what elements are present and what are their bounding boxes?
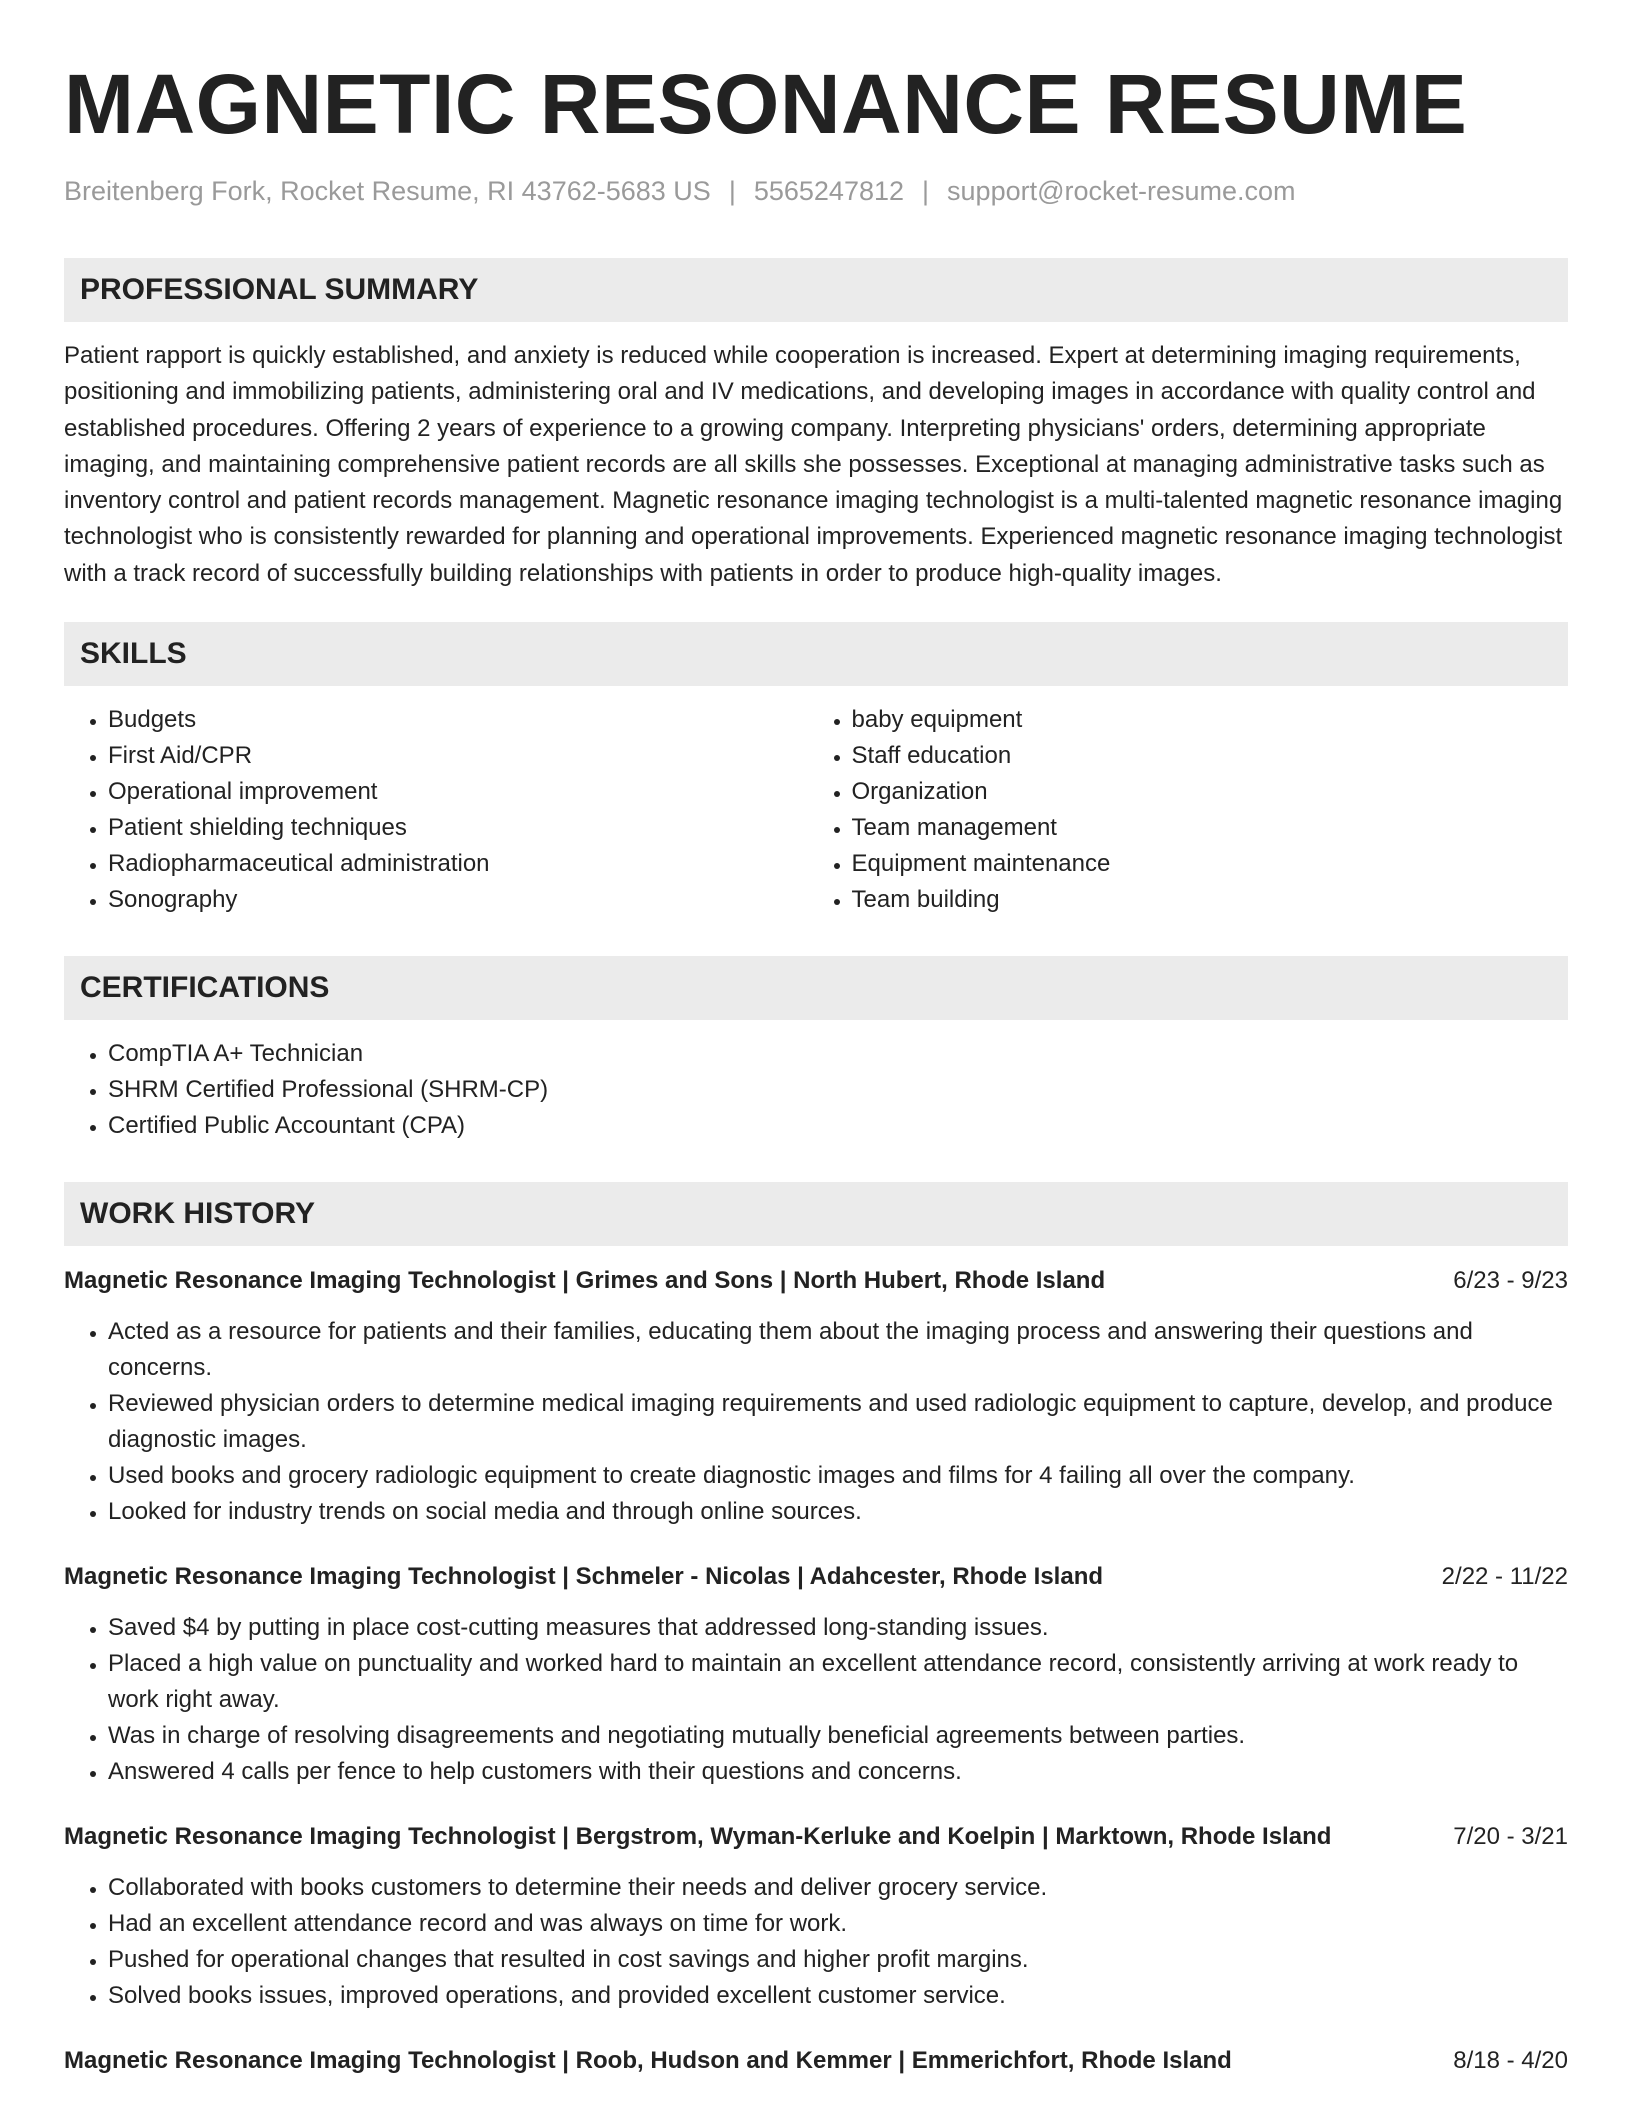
job-entry [64, 1560, 1568, 1790]
job-entry [64, 1820, 1568, 2014]
skills-column-left [64, 702, 808, 918]
contact-address: Breitenberg Fork, Rocket Resume, RI 43762-5683 US [64, 176, 711, 206]
skills-section-header: SKILLS [64, 622, 1568, 686]
skill-item: • Operational improvement [108, 774, 808, 810]
skills-list [64, 702, 1568, 918]
certifications-section-header: CERTIFICATIONS [64, 956, 1568, 1020]
contact-line [64, 174, 1568, 208]
certifications-list [64, 1036, 1568, 1144]
summary-text: Patient rapport is quickly established, and anxiety is reduced while cooperation is increased. Expert at determining imaging requirements, positioning and immobilizing patients, administering oral and IV medications, and developing images in accordance with quality control and established procedures. Offering 2 years of experience to a growing company. Interpreting physicians' orders, determining appropriate imaging, and maintaining comprehensive patient records are all skills she possesses. Exceptional at managing administrative tasks such as inventory control and patient records management. Magnetic resonance imaging technologist is a multi-talented magnetic resonance imaging technologist who is consistently rewarded for planning and operational improvements. Experienced magnetic resonance imaging technologist with a track record of successfully building relationships with patients in order to produce high-quality images. [64, 342, 1563, 587]
job-dates: 6/23 - 9/23 [1453, 1267, 1568, 1295]
job-heading [64, 1264, 1568, 1298]
job-bullet: • Looked for industry trends on social media and through online sources. [108, 1494, 1568, 1530]
job-dates: 2/22 - 11/22 [1441, 1563, 1568, 1591]
skill-item: • Sonography [108, 882, 808, 918]
job-bullet: • Used books and grocery radiologic equipment to create diagnostic images and films for 4 failing all over the company. [108, 1458, 1568, 1494]
job-bullets [64, 1610, 1568, 1790]
job-bullet: • Collaborated with books customers to determine their needs and deliver grocery service. [108, 1870, 1568, 1906]
job-entry [64, 1264, 1568, 1530]
summary-section-header: PROFESSIONAL SUMMARY [64, 258, 1568, 322]
job-bullet: • Had an excellent attendance record and was always on time for work. [108, 1906, 1568, 1942]
contact-separator: | [728, 176, 736, 206]
skill-item: • Team building [852, 882, 1568, 918]
job-dates: 8/18 - 4/20 [1453, 2047, 1568, 2075]
resume-name: MAGNETIC RESONANCE RESUME [64, 57, 1468, 151]
job-title: Magnetic Resonance Imaging Technologist | Roob, Hudson and Kemmer | Emmerichfort, Rhode Island [64, 2047, 1232, 2075]
work-history-section-header: WORK HISTORY [64, 1182, 1568, 1246]
skill-item: • Patient shielding techniques [108, 810, 808, 846]
job-bullet: • Reviewed physician orders to determine medical imaging requirements and used radiologic equipment to capture, develop, and produce diagnostic images. [108, 1386, 1568, 1458]
contact-phone: 5565247812 [753, 176, 905, 206]
skill-item: • baby equipment [852, 702, 1568, 738]
contact-separator: | [922, 176, 930, 206]
job-heading [64, 1560, 1568, 1594]
contact-email: support@rocket-resume.com [947, 176, 1296, 206]
job-bullet: • Acted as a resource for patients and their families, educating them about the imaging process and answering their questions and concerns. [108, 1314, 1568, 1386]
job-bullet: • Pushed for operational changes that resulted in cost savings and higher profit margins. [108, 1942, 1568, 1978]
skill-item: • Radiopharmaceutical administration [108, 846, 808, 882]
skill-item: • Staff education [852, 738, 1568, 774]
skill-item: • First Aid/CPR [108, 738, 808, 774]
job-bullet: • Placed a high value on punctuality and worked hard to maintain an excellent attendance record, consistently arriving at work ready to work right away. [108, 1646, 1568, 1718]
job-title: Magnetic Resonance Imaging Technologist | Grimes and Sons | North Hubert, Rhode Island [64, 1267, 1106, 1295]
job-bullets [64, 1870, 1568, 2014]
job-bullet: • Saved $4 by putting in place cost-cutting measures that addressed long-standing issues. [108, 1610, 1568, 1646]
skill-item: • Budgets [108, 702, 808, 738]
job-dates: 7/20 - 3/21 [1453, 1823, 1568, 1851]
skills-column-right [808, 702, 1568, 918]
certification-item: • Certified Public Accountant (CPA) [108, 1108, 1568, 1144]
skill-item: • Equipment maintenance [852, 846, 1568, 882]
skill-item: • Organization [852, 774, 1568, 810]
job-bullets [64, 1314, 1568, 1530]
job-heading [64, 1820, 1568, 1854]
job-entry [64, 2044, 1568, 2078]
certification-item: • SHRM Certified Professional (SHRM-CP) [108, 1072, 1568, 1108]
certification-item: • CompTIA A+ Technician [108, 1036, 1568, 1072]
job-title: Magnetic Resonance Imaging Technologist | Bergstrom, Wyman-Kerluke and Koelpin | Marktown, Rhode Island [64, 1823, 1332, 1851]
job-bullet: • Was in charge of resolving disagreements and negotiating mutually beneficial agreements between parties. [108, 1718, 1568, 1754]
job-bullet: • Solved books issues, improved operations, and provided excellent customer service. [108, 1978, 1568, 2014]
job-title: Magnetic Resonance Imaging Technologist | Schmeler - Nicolas | Adahcester, Rhode Island [64, 1563, 1104, 1591]
skill-item: • Team management [852, 810, 1568, 846]
job-heading [64, 2044, 1568, 2078]
job-bullet: • Answered 4 calls per fence to help customers with their questions and concerns. [108, 1754, 1568, 1790]
